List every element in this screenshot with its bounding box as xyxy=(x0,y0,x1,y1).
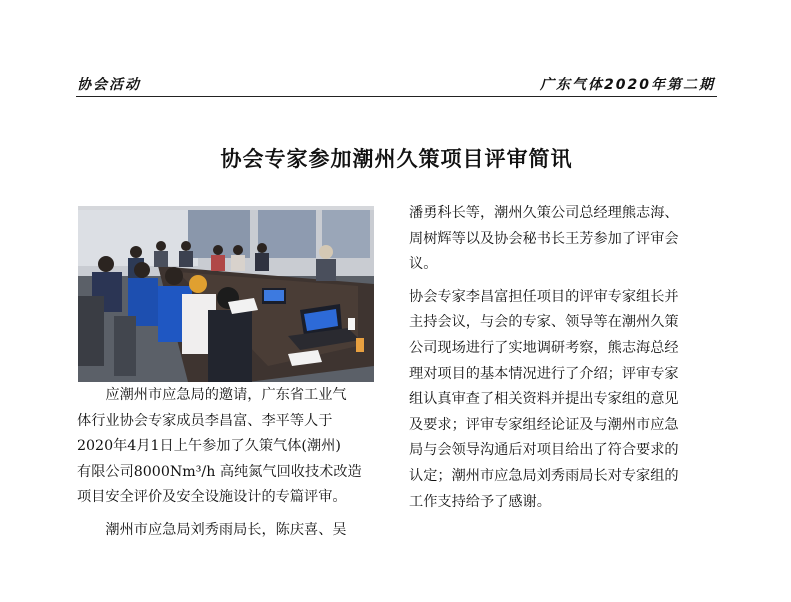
text-line: 2020年4月1日上午参加了久策气体(潮州) xyxy=(77,438,341,455)
text-line: 理对项目的基本情况进行了介绍；评审专家 xyxy=(409,365,679,382)
text-line: 周树辉等以及协会秘书长王芳参加了评审会 xyxy=(409,230,679,247)
text-line: 项目安全评价及安全设施设计的专篇评审。 xyxy=(77,489,347,506)
article-left-column xyxy=(77,383,379,544)
issue-label: 广东气体2020年第二期 xyxy=(540,77,715,93)
header-divider xyxy=(76,96,717,97)
text-line: 认定；潮州市应急局刘秀雨局长对专家组的 xyxy=(409,467,679,484)
article-title: 协会专家参加潮州久策项目评审简讯 xyxy=(220,147,573,171)
text-line: 潘勇科长等，潮州久策公司总经理熊志海、 xyxy=(409,205,679,221)
article-right-column xyxy=(409,201,715,515)
text-line: 局与会领导沟通后对项目给出了符合要求的 xyxy=(409,442,679,459)
text-line: 议。 xyxy=(409,256,438,273)
text-line: 应潮州市应急局的邀请，广东省工业气 xyxy=(77,387,347,403)
paragraph xyxy=(409,285,715,515)
meeting-photo xyxy=(78,206,374,382)
text-line: 体行业协会专家成员李昌富、李平等人于 xyxy=(77,412,333,429)
text-line: 及要求；评审专家组经论证及与潮州市应急 xyxy=(409,416,679,433)
paragraph xyxy=(77,518,379,544)
text-line: 组认真审查了相关资料并提出专家组的意见 xyxy=(409,391,679,408)
text-line: 潮州市应急局刘秀雨局长，陈庆喜、吴 xyxy=(77,521,347,538)
text-line: 协会专家李昌富担任项目的评审专家组长并 xyxy=(409,288,679,305)
text-line: 工作支持给予了感谢。 xyxy=(409,493,551,510)
text-line: 有限公司8000Nm³/h 高纯氮气回收技术改造 xyxy=(77,463,362,480)
text-line: 公司现场进行了实地调研考察，熊志海总经 xyxy=(409,339,679,356)
section-label: 协会活动 xyxy=(77,77,141,93)
paragraph xyxy=(409,201,715,278)
paragraph xyxy=(77,383,379,511)
text-line: 主持会议，与会的专家、领导等在潮州久策 xyxy=(409,314,679,331)
